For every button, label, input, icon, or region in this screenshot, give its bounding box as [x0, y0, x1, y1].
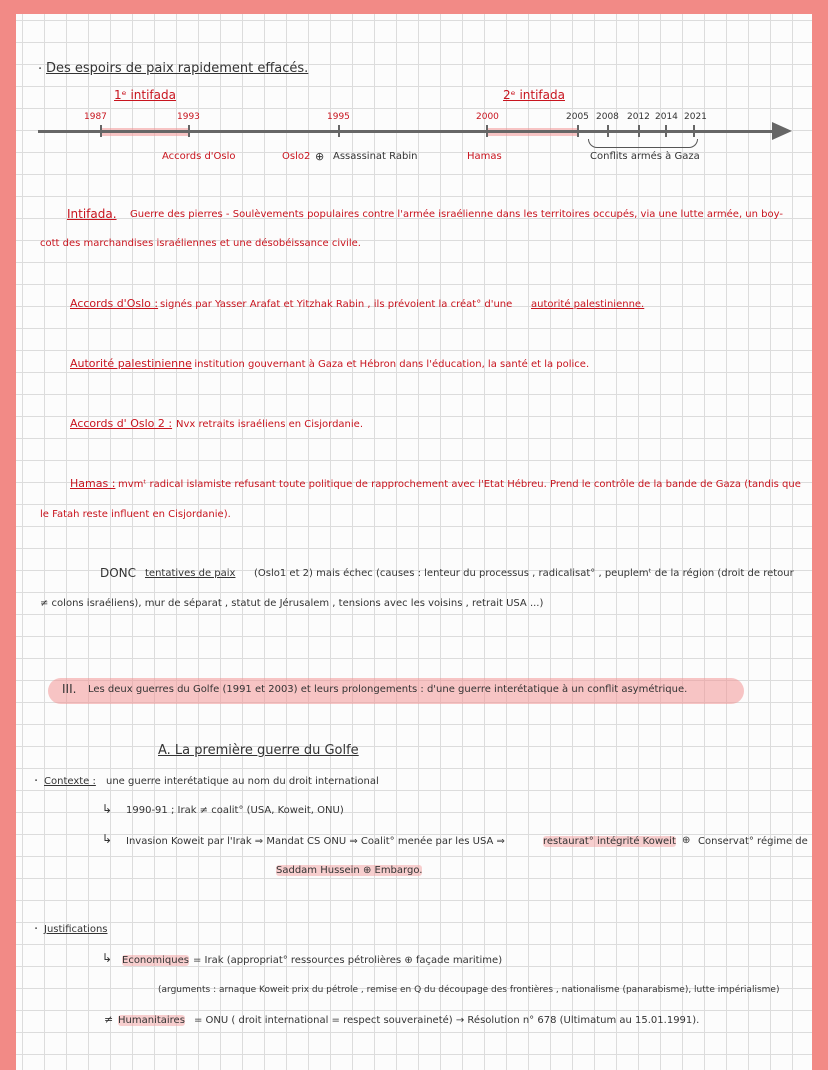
neq-sign: ≠ [104, 1013, 114, 1026]
bullet: · [34, 774, 39, 789]
arrow-icon: ↳ [102, 802, 113, 816]
hum-label: Humanitaires [118, 1015, 185, 1026]
plus-icon: ⊕ [315, 150, 325, 163]
year-2000: 2000 [476, 112, 499, 122]
def-oslo-link: autorité palestinienne. [531, 299, 645, 310]
term-oslo: Accords d'Oslo : [70, 297, 159, 310]
event-gaza: Conflits armés à Gaza [590, 151, 700, 162]
event-hamas: Hamas [467, 151, 502, 162]
plus-icon: ⊕ [682, 835, 691, 846]
arguments: (arguments : arnaque Koweit prix du pétrole , remise en Q du découpage des frontières , nationalisme (panarabisme), lutte impérialisme) [158, 985, 780, 995]
tick-2005 [577, 125, 579, 137]
event-oslo2: Oslo2 [282, 151, 311, 162]
donc-line1: (Oslo1 et 2) mais échec (causes : lenteur du processus , radicalisat° , peuplemᵗ de la région (droit de retour [254, 568, 794, 579]
year-2005: 2005 [566, 112, 589, 122]
brace-gaza [588, 139, 698, 148]
subsection-title: A. La première guerre du Golfe [158, 743, 359, 758]
def-intifada-2: cott des marchandises israéliennes et une désobéissance civile. [40, 238, 361, 249]
eco-text: = Irak (appropriat° ressources pétrolières ⊕ façade maritime) [193, 955, 503, 966]
hum-text: = ONU ( droit international = respect souveraineté) → Résolution n° 678 (Ultimatum au 15.01.1991). [194, 1015, 700, 1026]
year-2008: 2008 [596, 112, 619, 122]
donc-tentatives: tentatives de paix [145, 568, 236, 579]
def-hamas-1: mvmᵗ radical islamiste refusant toute politique de rapprochement avec l'Etat Hébreu. Prend le contrôle de la bande de Gaza (tandis que [118, 479, 801, 490]
context-line-3: Saddam Hussein ⊕ Embargo. [276, 865, 423, 876]
bullet: · [38, 62, 43, 77]
context-line-2a: Invasion Koweit par l'Irak ⇒ Mandat CS ONU ⇒ Coalit° menée par les USA ⇒ [126, 836, 505, 847]
def-oslo2: Nvx retraits israéliens en Cisjordanie. [176, 419, 363, 430]
term-intifada: Intifada. [67, 207, 117, 221]
context-line-2b: restaurat° intégrité Koweit [543, 836, 676, 847]
donc-word: DONC [100, 566, 137, 580]
year-2012: 2012 [627, 112, 650, 122]
year-1993: 1993 [177, 112, 200, 122]
contexte-text: une guerre interétatique au nom du droit international [106, 776, 379, 787]
context-line-1: 1990-91 ; Irak ≠ coalit° (USA, Koweit, ONU) [126, 805, 344, 816]
tick-2008 [607, 125, 609, 137]
tick-1993 [188, 125, 190, 137]
donc-line2: ≠ colons israéliens), mur de séparat , statut de Jérusalem , tensions avec les voisins , retrait USA ...) [40, 598, 544, 609]
event-rabin: Assassinat Rabin [333, 151, 418, 162]
def-oslo: signés par Yasser Arafat et Yitzhak Rabin , ils prévoient la créat° d'une [160, 299, 513, 310]
section-numeral: III. [62, 682, 77, 696]
bullet: · [34, 922, 39, 937]
eco-label: Economiques [122, 955, 189, 966]
tick-1987 [100, 125, 102, 137]
arrow-icon: ↳ [102, 951, 113, 965]
year-1995: 1995 [327, 112, 350, 122]
arrow-icon: ↳ [102, 832, 113, 846]
tick-2012 [638, 125, 640, 137]
timeline-arrowhead [772, 122, 792, 140]
section-title: Des espoirs de paix rapidement effacés. [46, 61, 309, 76]
year-2014: 2014 [655, 112, 678, 122]
justif-label: Justifications [44, 924, 108, 935]
term-hamas: Hamas : [70, 477, 116, 490]
tick-2000 [486, 125, 488, 137]
tick-1995 [338, 125, 340, 137]
year-1987: 1987 [84, 112, 107, 122]
def-autorite: . institution gouvernant à Gaza et Hébron dans l'éducation, la santé et la police. [188, 359, 590, 370]
term-oslo2: Accords d' Oslo 2 : [70, 417, 173, 430]
year-2021: 2021 [684, 112, 707, 122]
def-hamas-2: le Fatah reste influent en Cisjordanie). [40, 509, 231, 520]
def-intifada-1: Guerre des pierres - Soulèvements populaires contre l'armée israélienne dans les territoires occupés, via une lutte armée, un boy- [130, 209, 783, 220]
event-oslo: Accords d'Oslo [162, 151, 236, 162]
label-intifada1: 1ᵉ intifada [114, 88, 176, 102]
tick-2014 [665, 125, 667, 137]
context-line-2d: Conservat° régime de [698, 836, 808, 847]
timeline-axis [38, 130, 778, 133]
section-heading: Les deux guerres du Golfe (1991 et 2003) et leurs prolongements : d'une guerre interétatique à un conflit asymétrique. [88, 684, 688, 695]
label-intifada2: 2ᵉ intifada [503, 88, 565, 102]
tick-2021 [693, 125, 695, 137]
contexte-label: Contexte : [44, 776, 96, 787]
notebook-page [16, 14, 812, 1070]
term-autorite: Autorité palestinienne [70, 357, 192, 370]
